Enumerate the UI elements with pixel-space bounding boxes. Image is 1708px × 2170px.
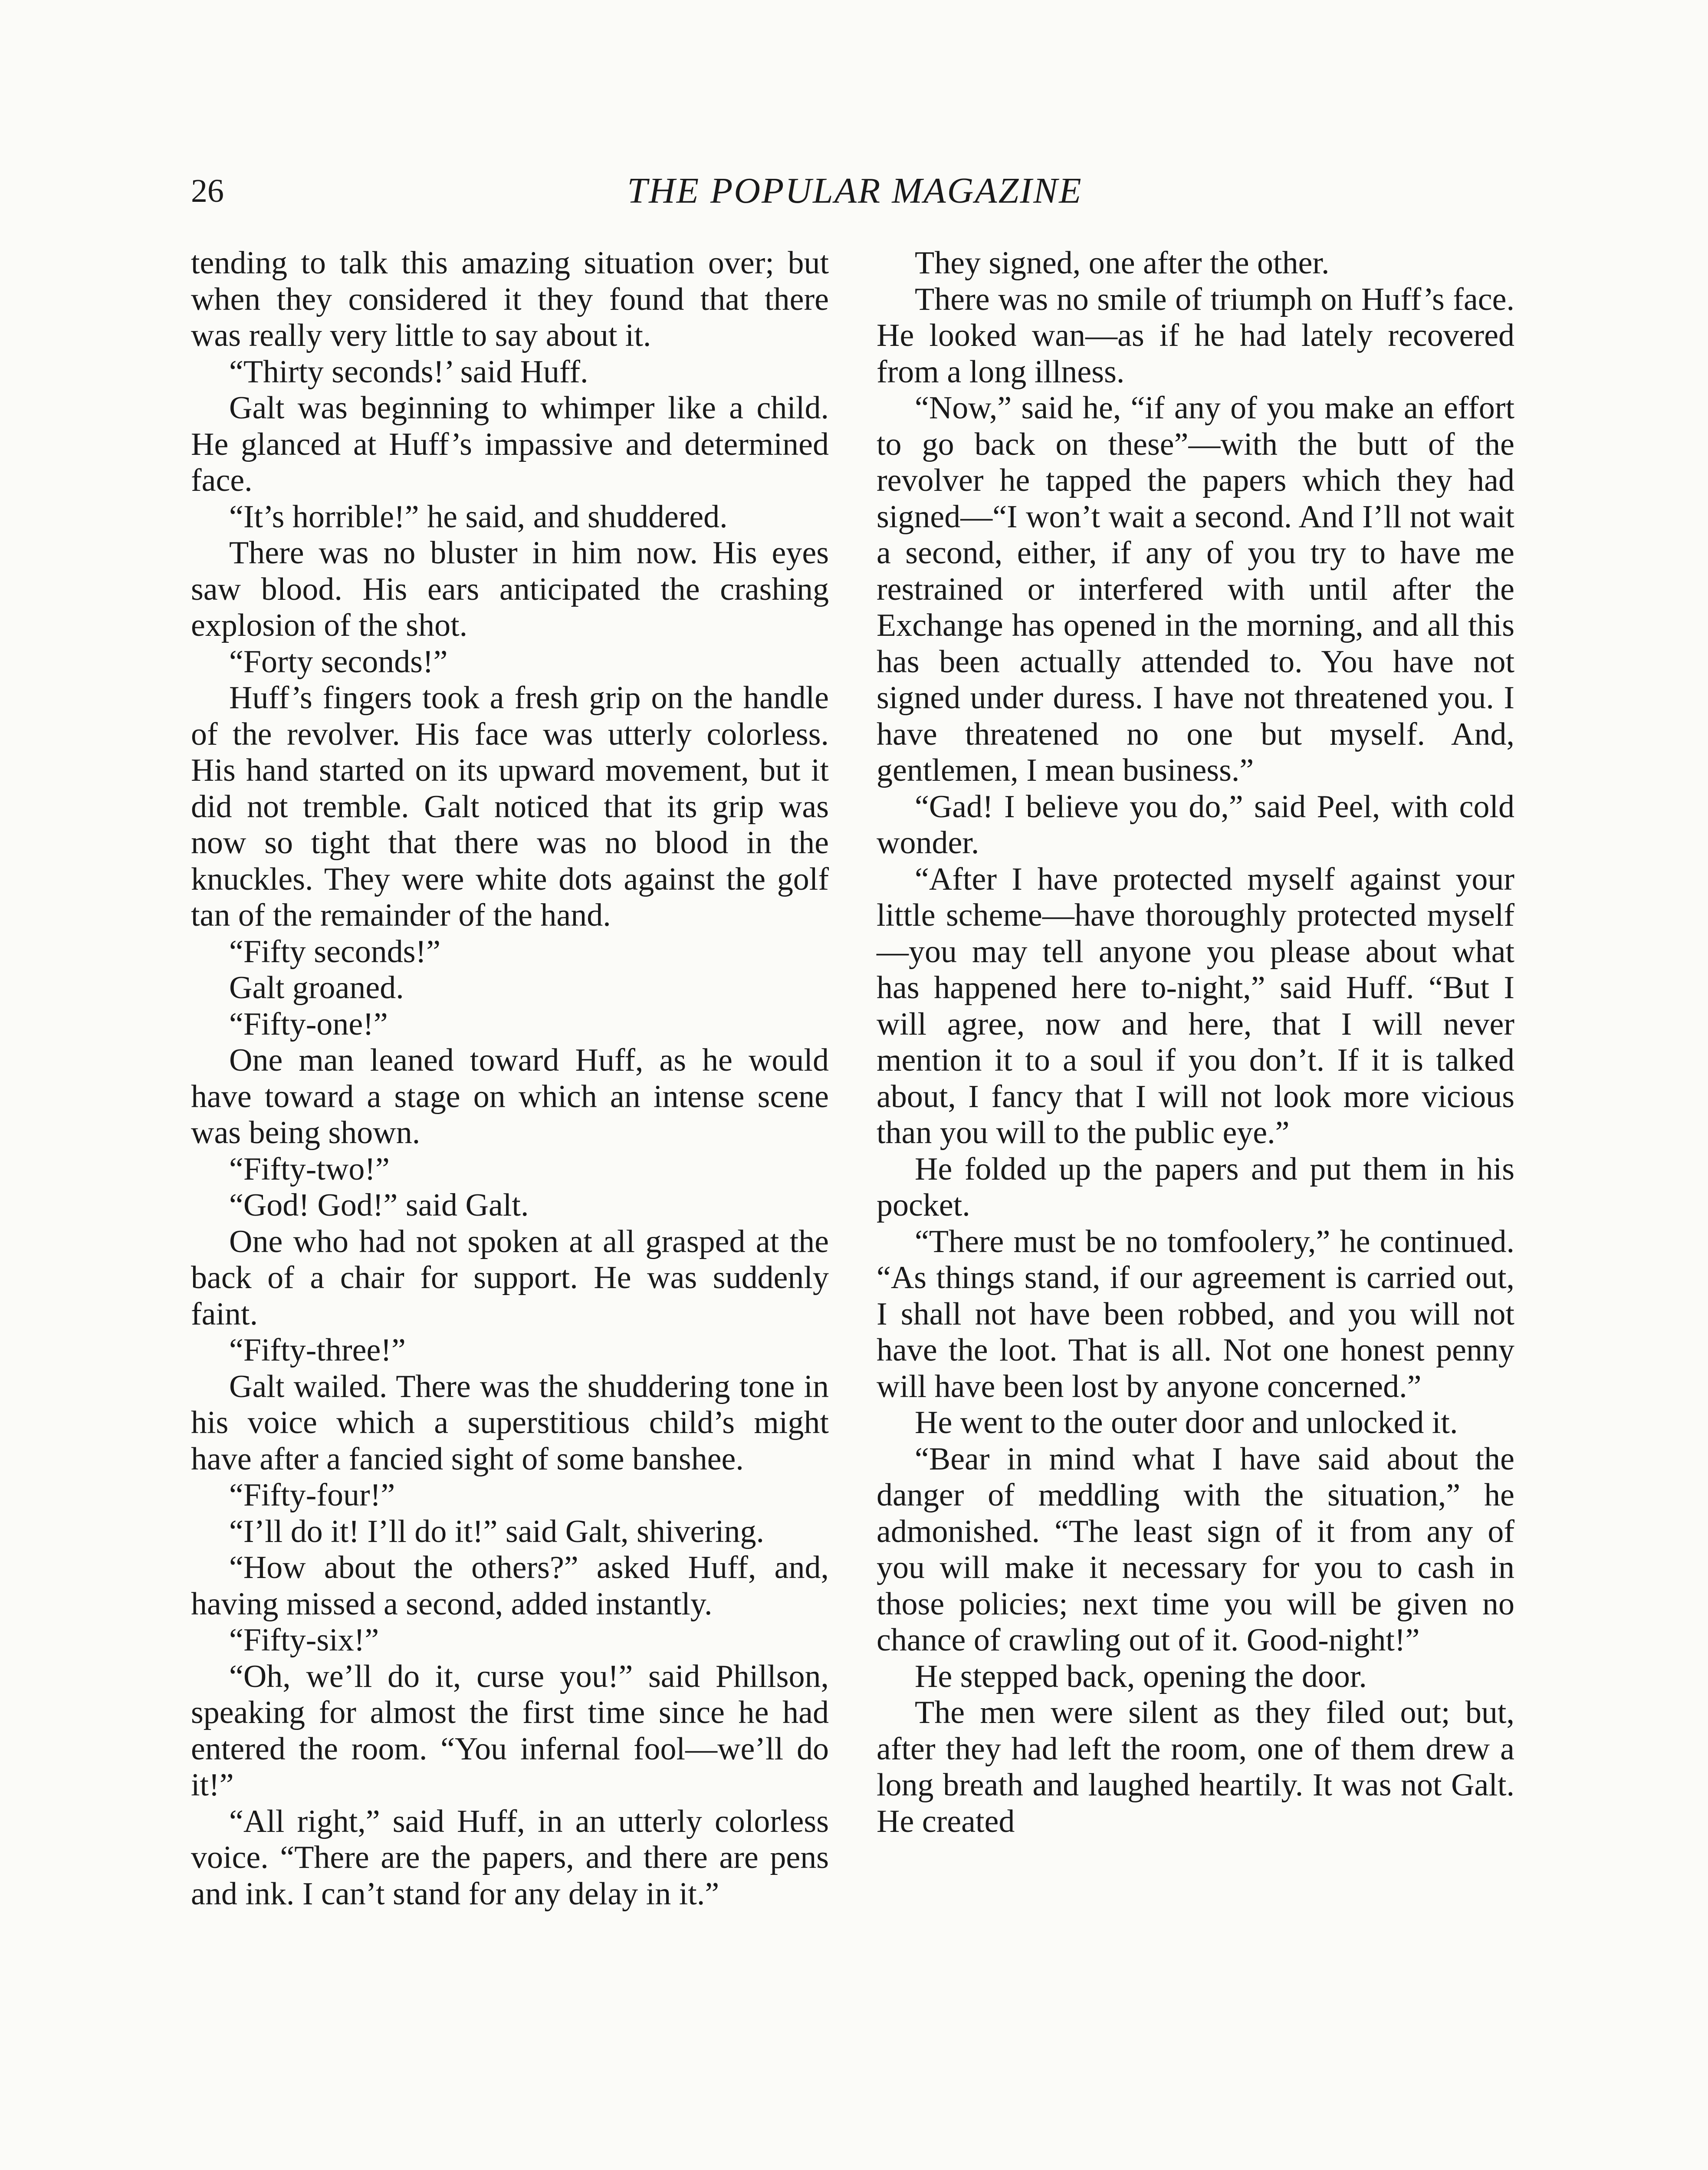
paragraph: “Oh, we’ll do it, curse you!” said Phillson, speaking for almost the first time since he had entered the room. “You infernal fool—we’ll do it!” bbox=[191, 1658, 829, 1803]
paragraph: “I’ll do it! I’ll do it!” said Galt, shivering. bbox=[229, 1513, 765, 1549]
paragraph: There was no smile of triumph on Huff’s face. He looked wan—as if he had lately recovered from a long illness. bbox=[877, 281, 1514, 390]
paragraph: tending to talk this amazing situation over; but when they considered it they found that there was really very little to say about it. bbox=[191, 245, 829, 353]
paragraph: “Now,” said he, “if any of you make an effort to go back on these”—with the butt of the revolver he tapped the papers which they had signed—“I won’t wait a second. And I’ll not wait a second, either, if any of you try to have me restrained or interfered with until after the Exchange has opened in the morning, and all this has been actually attended to. You have not signed under duress. I have not threatened you. I have threatened no one but myself. And, gentlemen, I mean business.” bbox=[877, 390, 1514, 788]
paragraph: One who had not spoken at all grasped at the back of a chair for support. He was suddenly faint. bbox=[191, 1223, 829, 1332]
paragraph: “God! God!” said Galt. bbox=[229, 1187, 529, 1223]
paragraph: “It’s horrible!” he said, and shuddered. bbox=[229, 499, 728, 535]
paragraph: “Thirty seconds!’ said Huff. bbox=[229, 354, 588, 390]
paragraph: “Fifty-two!” bbox=[229, 1151, 390, 1187]
paragraph: There was no bluster in him now. His eyes saw blood. His ears anticipated the crashing explosion of the shot. bbox=[191, 535, 829, 643]
paragraph: The men were silent as they filed out; but, after they had left the room, one of them drew a long breath and laughed heartily. It was not Galt. He created bbox=[877, 1695, 1514, 1839]
paragraph: “Fifty-one!” bbox=[229, 1006, 388, 1042]
paragraph: He stepped back, opening the door. bbox=[915, 1658, 1367, 1694]
paragraph: “Forty seconds!” bbox=[229, 644, 448, 680]
paragraph: Galt groaned. bbox=[229, 970, 404, 1006]
paragraph: “How about the others?” asked Huff, and, having missed a second, added instantly. bbox=[191, 1550, 829, 1622]
paragraph: “Fifty-six!” bbox=[229, 1622, 379, 1658]
paragraph: “Fifty-three!” bbox=[229, 1332, 406, 1368]
paragraph: Huff’s fingers took a fresh grip on the handle of the revolver. His face was utterly colorless. His hand started on its upward movement, but it did not tremble. Galt noticed that its grip was now so tight that there was no blood in the knuckles. They were white dots against the golf tan of the remainder of the hand. bbox=[191, 680, 829, 933]
paragraph: They signed, one after the other. bbox=[915, 245, 1330, 281]
right-column bbox=[877, 245, 1514, 1840]
paragraph: “All right,” said Huff, in an utterly colorless voice. “There are the papers, and there are pens and ink. I can’t stand for any delay in it.” bbox=[191, 1803, 829, 1912]
paragraph: Galt was beginning to whimper like a child. He glanced at Huff’s impassive and determined face. bbox=[191, 390, 829, 498]
paragraph: “Bear in mind what I have said about the danger of meddling with the situation,” he admonished. “The least sign of it from any of you will make it necessary for you to cash in those policies; next time you will be given no chance of crawling out of it. Good-night!” bbox=[877, 1441, 1514, 1658]
page-header bbox=[191, 167, 1519, 215]
paragraph: Galt wailed. There was the shuddering tone in his voice which a superstitious child’s might have after a fancied sight of some banshee. bbox=[191, 1368, 829, 1477]
paragraph: “Fifty-four!” bbox=[229, 1477, 395, 1513]
running-title: THE POPULAR MAGAZINE bbox=[627, 171, 1083, 211]
paragraph: “After I have protected myself against your little scheme—have thoroughly protected myself—you may tell anyone you please about what has happened here to-night,” said Huff. “But I will agree, now and here, that I will never mention it to a soul if you don’t. If it is talked about, I fancy that I will not look more vicious than you will to the public eye.” bbox=[877, 861, 1514, 1151]
paragraph: He folded up the papers and put them in his pocket. bbox=[877, 1151, 1514, 1223]
paragraph: “Gad! I believe you do,” said Peel, with cold wonder. bbox=[877, 789, 1514, 861]
paragraph: “There must be no tomfoolery,” he continued. “As things stand, if our agreement is carried out, I shall not have been robbed, and you will not have the loot. That is all. Not one honest penny will have been lost by anyone concerned.” bbox=[877, 1223, 1514, 1404]
paragraph: One man leaned toward Huff, as he would have toward a stage on which an intense scene was being shown. bbox=[191, 1042, 829, 1151]
page-number: 26 bbox=[191, 173, 224, 209]
paragraph: He went to the outer door and unlocked it. bbox=[915, 1405, 1458, 1440]
paragraph: “Fifty seconds!” bbox=[229, 934, 441, 970]
left-column bbox=[191, 245, 829, 1912]
